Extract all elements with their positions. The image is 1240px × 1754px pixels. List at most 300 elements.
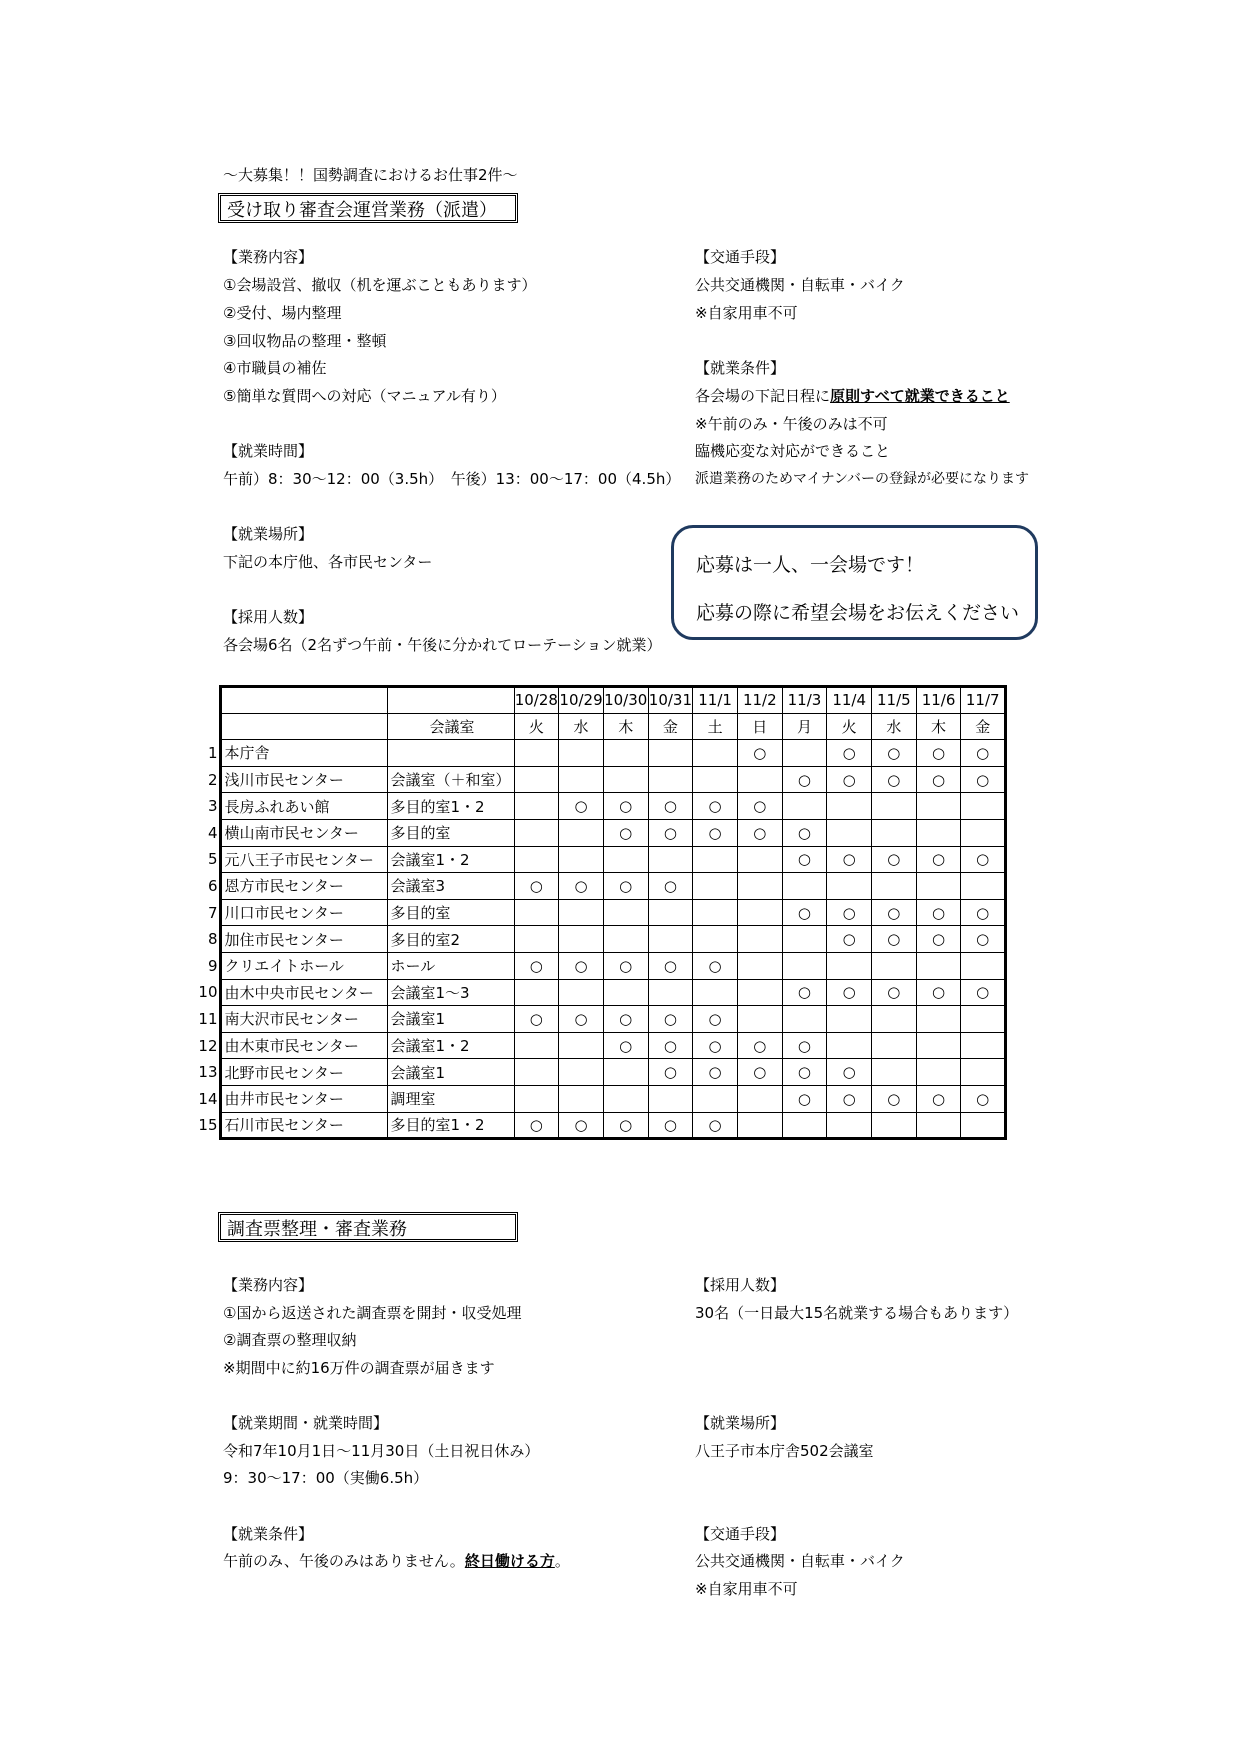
available-mark: ○ bbox=[961, 979, 1006, 1006]
empty-cell bbox=[737, 873, 782, 900]
available-mark: ○ bbox=[782, 1059, 827, 1086]
available-mark: ○ bbox=[916, 899, 961, 926]
empty-cell bbox=[514, 819, 559, 846]
date-header: 10/31 bbox=[648, 687, 693, 714]
job2-period: 令和7年10月1日～11月30日（土日祝日休み） bbox=[223, 1442, 540, 1460]
empty-cell bbox=[737, 1112, 782, 1139]
venue-room: 調理室 bbox=[387, 1085, 514, 1112]
empty-cell bbox=[514, 740, 559, 767]
available-mark: ○ bbox=[603, 1112, 648, 1139]
empty-cell bbox=[648, 766, 693, 793]
empty-cell bbox=[559, 766, 604, 793]
empty-cell bbox=[916, 873, 961, 900]
job2-conditions-emphasis: 終日働ける方 bbox=[464, 1552, 555, 1570]
weekday-header: 日 bbox=[737, 713, 782, 740]
empty-cell bbox=[559, 1059, 604, 1086]
empty-cell bbox=[782, 873, 827, 900]
available-mark: ○ bbox=[961, 899, 1006, 926]
job2-place-heading: 【就業場所】 bbox=[695, 1414, 786, 1432]
venue-header-blank bbox=[220, 687, 387, 714]
venue-room: 多目的室 bbox=[387, 819, 514, 846]
empty-cell bbox=[514, 1059, 559, 1086]
empty-cell bbox=[872, 1059, 917, 1086]
job2-hours: 9：30～17：00（実働6.5h） bbox=[223, 1469, 429, 1487]
empty-cell bbox=[514, 899, 559, 926]
empty-cell bbox=[559, 1032, 604, 1059]
available-mark: ○ bbox=[872, 979, 917, 1006]
available-mark: ○ bbox=[916, 740, 961, 767]
weekday-header: 金 bbox=[961, 713, 1006, 740]
available-mark: ○ bbox=[559, 793, 604, 820]
empty-cell bbox=[872, 873, 917, 900]
available-mark: ○ bbox=[693, 952, 738, 979]
available-mark: ○ bbox=[961, 740, 1006, 767]
date-header: 11/4 bbox=[827, 687, 872, 714]
available-mark: ○ bbox=[872, 899, 917, 926]
row-number: 6 bbox=[207, 876, 218, 895]
schedule-row bbox=[198, 1032, 1006, 1059]
empty-cell bbox=[603, 926, 648, 953]
available-mark: ○ bbox=[648, 819, 693, 846]
venue-name: 恩方市民センター bbox=[220, 873, 387, 900]
venue-name: 由木東市民センター bbox=[220, 1032, 387, 1059]
schedule-row bbox=[198, 1112, 1006, 1139]
available-mark: ○ bbox=[916, 926, 961, 953]
row-number: 8 bbox=[207, 930, 218, 949]
venue-name: 長房ふれあい館 bbox=[220, 793, 387, 820]
empty-cell bbox=[648, 740, 693, 767]
date-header: 11/2 bbox=[737, 687, 782, 714]
job2-duty-3: ※期間中に約16万件の調査票が届きます bbox=[223, 1359, 495, 1377]
job2-duty-1: ①国から返送された調査票を開封・収受処理 bbox=[223, 1304, 522, 1322]
empty-cell bbox=[648, 926, 693, 953]
empty-cell bbox=[827, 873, 872, 900]
empty-cell bbox=[603, 740, 648, 767]
row-number: 13 bbox=[198, 1063, 218, 1082]
available-mark: ○ bbox=[737, 740, 782, 767]
empty-cell bbox=[827, 1032, 872, 1059]
venue-room: ホール bbox=[387, 952, 514, 979]
schedule-row bbox=[198, 846, 1006, 873]
available-mark: ○ bbox=[514, 1112, 559, 1139]
weekday-header: 水 bbox=[559, 713, 604, 740]
venue-room: 多目的室1・2 bbox=[387, 793, 514, 820]
available-mark: ○ bbox=[737, 1032, 782, 1059]
header-line: ～大募集！！国勢調査におけるお仕事2件～ bbox=[223, 166, 518, 184]
empty-cell bbox=[648, 979, 693, 1006]
empty-cell bbox=[916, 1059, 961, 1086]
job1-duty-5: ⑤簡単な質問への対応（マニュアル有り） bbox=[223, 387, 506, 405]
application-callout bbox=[671, 525, 1038, 640]
empty-cell bbox=[737, 766, 782, 793]
available-mark: ○ bbox=[782, 846, 827, 873]
job2-conditions-heading: 【就業条件】 bbox=[223, 1525, 314, 1543]
venue-header-blank bbox=[220, 713, 387, 740]
job2-place: 八王子市本庁舎502会議室 bbox=[695, 1442, 874, 1460]
job1-hours-heading: 【就業時間】 bbox=[223, 442, 314, 460]
row-number-blank bbox=[198, 713, 220, 740]
available-mark: ○ bbox=[648, 1006, 693, 1033]
empty-cell bbox=[514, 926, 559, 953]
weekday-header: 木 bbox=[603, 713, 648, 740]
venue-name: 南大沢市民センター bbox=[220, 1006, 387, 1033]
schedule-row bbox=[198, 952, 1006, 979]
available-mark: ○ bbox=[693, 793, 738, 820]
empty-cell bbox=[872, 952, 917, 979]
venue-name: 横山南市民センター bbox=[220, 819, 387, 846]
available-mark: ○ bbox=[872, 766, 917, 793]
available-mark: ○ bbox=[514, 873, 559, 900]
schedule-row bbox=[198, 873, 1006, 900]
venue-name: 加住市民センター bbox=[220, 926, 387, 953]
job2-conditions-suffix: 。 bbox=[554, 1552, 570, 1570]
row-number: 7 bbox=[207, 903, 218, 922]
available-mark: ○ bbox=[827, 740, 872, 767]
available-mark: ○ bbox=[872, 846, 917, 873]
empty-cell bbox=[916, 1112, 961, 1139]
venue-room: 会議室1～3 bbox=[387, 979, 514, 1006]
available-mark: ○ bbox=[872, 926, 917, 953]
job1-place-heading: 【就業場所】 bbox=[223, 525, 314, 543]
row-number-blank bbox=[198, 687, 220, 714]
job1-hires-heading: 【採用人数】 bbox=[223, 608, 314, 626]
venue-room: 会議室1・2 bbox=[387, 1032, 514, 1059]
venue-name: 浅川市民センター bbox=[220, 766, 387, 793]
empty-cell bbox=[782, 740, 827, 767]
schedule-date-row bbox=[198, 687, 1006, 714]
available-mark: ○ bbox=[648, 1032, 693, 1059]
row-number: 9 bbox=[207, 956, 218, 975]
available-mark: ○ bbox=[916, 1085, 961, 1112]
schedule-row bbox=[198, 1059, 1006, 1086]
job2-duties-heading: 【業務内容】 bbox=[223, 1276, 314, 1294]
empty-cell bbox=[827, 1006, 872, 1033]
job1-transport: 公共交通機関・自転車・バイク bbox=[695, 276, 905, 294]
empty-cell bbox=[737, 1085, 782, 1112]
job2-hires-heading: 【採用人数】 bbox=[695, 1276, 786, 1294]
available-mark: ○ bbox=[737, 1059, 782, 1086]
job1-conditions-line1 bbox=[695, 386, 1010, 406]
job1-conditions-line3: 臨機応変な対応ができること bbox=[695, 442, 891, 460]
empty-cell bbox=[872, 819, 917, 846]
schedule-row bbox=[198, 899, 1006, 926]
job1-transport-note: ※自家用車不可 bbox=[695, 304, 798, 322]
available-mark: ○ bbox=[603, 873, 648, 900]
row-number: 10 bbox=[198, 983, 218, 1002]
empty-cell bbox=[916, 793, 961, 820]
available-mark: ○ bbox=[916, 766, 961, 793]
row-number: 14 bbox=[198, 1089, 218, 1108]
conditions-prefix: 各会場の下記日程に bbox=[695, 387, 831, 405]
date-header: 11/7 bbox=[961, 687, 1006, 714]
empty-cell bbox=[961, 793, 1006, 820]
empty-cell bbox=[961, 1059, 1006, 1086]
date-header: 11/1 bbox=[693, 687, 738, 714]
empty-cell bbox=[559, 846, 604, 873]
schedule-row bbox=[198, 926, 1006, 953]
job1-conditions-line2: ※午前のみ・午後のみは不可 bbox=[695, 415, 888, 433]
job1-transport-heading: 【交通手段】 bbox=[695, 248, 786, 266]
job2-transport-heading: 【交通手段】 bbox=[695, 1525, 786, 1543]
empty-cell bbox=[872, 793, 917, 820]
available-mark: ○ bbox=[916, 846, 961, 873]
empty-cell bbox=[648, 899, 693, 926]
empty-cell bbox=[648, 1085, 693, 1112]
available-mark: ○ bbox=[827, 979, 872, 1006]
empty-cell bbox=[603, 1085, 648, 1112]
empty-cell bbox=[872, 1006, 917, 1033]
available-mark: ○ bbox=[827, 846, 872, 873]
empty-cell bbox=[916, 1032, 961, 1059]
job1-title: 受け取り審査会運営業務（派遣） bbox=[218, 193, 518, 223]
empty-cell bbox=[961, 819, 1006, 846]
empty-cell bbox=[961, 1032, 1006, 1059]
empty-cell bbox=[782, 1006, 827, 1033]
empty-cell bbox=[693, 766, 738, 793]
available-mark: ○ bbox=[603, 952, 648, 979]
empty-cell bbox=[782, 926, 827, 953]
empty-cell bbox=[603, 1059, 648, 1086]
available-mark: ○ bbox=[648, 1112, 693, 1139]
venue-room: 会議室1・2 bbox=[387, 846, 514, 873]
available-mark: ○ bbox=[961, 846, 1006, 873]
available-mark: ○ bbox=[693, 1006, 738, 1033]
empty-cell bbox=[737, 979, 782, 1006]
empty-cell bbox=[693, 979, 738, 1006]
available-mark: ○ bbox=[961, 766, 1006, 793]
weekday-header: 土 bbox=[693, 713, 738, 740]
available-mark: ○ bbox=[737, 819, 782, 846]
empty-cell bbox=[603, 846, 648, 873]
job1-conditions-line4: 派遣業務のためマイナンバーの登録が必要になります bbox=[695, 471, 1030, 487]
empty-cell bbox=[514, 1085, 559, 1112]
job1-conditions-heading: 【就業条件】 bbox=[695, 359, 786, 377]
available-mark: ○ bbox=[603, 1032, 648, 1059]
venue-room bbox=[387, 740, 514, 767]
job2-transport: 公共交通機関・自転車・バイク bbox=[695, 1552, 905, 1570]
available-mark: ○ bbox=[782, 766, 827, 793]
row-number: 15 bbox=[198, 1116, 218, 1135]
empty-cell bbox=[872, 1032, 917, 1059]
row-number: 1 bbox=[207, 743, 218, 762]
job2-period-heading: 【就業期間・就業時間】 bbox=[223, 1414, 389, 1432]
empty-cell bbox=[737, 899, 782, 926]
weekday-header: 月 bbox=[782, 713, 827, 740]
available-mark: ○ bbox=[737, 793, 782, 820]
empty-cell bbox=[693, 1085, 738, 1112]
available-mark: ○ bbox=[827, 926, 872, 953]
available-mark: ○ bbox=[648, 952, 693, 979]
callout-line-2: 応募の際に希望会場をお伝えください bbox=[696, 602, 1020, 624]
available-mark: ○ bbox=[693, 1059, 738, 1086]
empty-cell bbox=[514, 1032, 559, 1059]
empty-cell bbox=[916, 819, 961, 846]
available-mark: ○ bbox=[827, 899, 872, 926]
venue-room: 会議室1 bbox=[387, 1059, 514, 1086]
venue-name: 由井市民センター bbox=[220, 1085, 387, 1112]
room-header-blank bbox=[387, 687, 514, 714]
available-mark: ○ bbox=[827, 1059, 872, 1086]
empty-cell bbox=[559, 926, 604, 953]
schedule-row bbox=[198, 819, 1006, 846]
empty-cell bbox=[782, 793, 827, 820]
weekday-header: 火 bbox=[514, 713, 559, 740]
venue-schedule-table bbox=[198, 685, 1007, 1140]
date-header: 10/30 bbox=[603, 687, 648, 714]
row-number: 12 bbox=[198, 1036, 218, 1055]
job2-title: 調査票整理・審査業務 bbox=[218, 1212, 518, 1242]
empty-cell bbox=[827, 819, 872, 846]
available-mark: ○ bbox=[693, 819, 738, 846]
empty-cell bbox=[827, 952, 872, 979]
row-number: 11 bbox=[198, 1009, 218, 1028]
empty-cell bbox=[782, 1112, 827, 1139]
venue-room: 会議室（＋和室） bbox=[387, 766, 514, 793]
venue-name: 北野市民センター bbox=[220, 1059, 387, 1086]
weekday-header: 金 bbox=[648, 713, 693, 740]
available-mark: ○ bbox=[872, 1085, 917, 1112]
job1-hours: 午前）8：30～12：00（3.5h） 午後）13：00～17：00（4.5h） bbox=[223, 470, 681, 488]
date-header: 11/3 bbox=[782, 687, 827, 714]
available-mark: ○ bbox=[648, 873, 693, 900]
row-number: 3 bbox=[207, 797, 218, 816]
empty-cell bbox=[603, 899, 648, 926]
date-header: 10/28 bbox=[514, 687, 559, 714]
weekday-header: 火 bbox=[827, 713, 872, 740]
empty-cell bbox=[872, 1112, 917, 1139]
schedule-row bbox=[198, 793, 1006, 820]
available-mark: ○ bbox=[559, 1112, 604, 1139]
empty-cell bbox=[648, 846, 693, 873]
available-mark: ○ bbox=[782, 819, 827, 846]
available-mark: ○ bbox=[603, 793, 648, 820]
venue-room: 多目的室 bbox=[387, 899, 514, 926]
empty-cell bbox=[603, 766, 648, 793]
available-mark: ○ bbox=[648, 1059, 693, 1086]
venue-name: 元八王子市民センター bbox=[220, 846, 387, 873]
empty-cell bbox=[961, 873, 1006, 900]
available-mark: ○ bbox=[559, 952, 604, 979]
empty-cell bbox=[827, 793, 872, 820]
schedule-row bbox=[198, 1006, 1006, 1033]
job2-hires: 30名（一日最大15名就業する場合もあります） bbox=[695, 1304, 1019, 1322]
job2-transport-note: ※自家用車不可 bbox=[695, 1580, 798, 1598]
available-mark: ○ bbox=[603, 1006, 648, 1033]
empty-cell bbox=[603, 979, 648, 1006]
venue-name: 由木中央市民センター bbox=[220, 979, 387, 1006]
job1-place: 下記の本庁他、各市民センター bbox=[223, 553, 433, 571]
date-header: 11/5 bbox=[872, 687, 917, 714]
schedule-row bbox=[198, 979, 1006, 1006]
venue-name: 本庁舎 bbox=[220, 740, 387, 767]
available-mark: ○ bbox=[782, 899, 827, 926]
job2-conditions bbox=[223, 1551, 570, 1571]
available-mark: ○ bbox=[514, 952, 559, 979]
available-mark: ○ bbox=[559, 1006, 604, 1033]
empty-cell bbox=[737, 926, 782, 953]
empty-cell bbox=[693, 899, 738, 926]
schedule-row bbox=[198, 740, 1006, 767]
empty-cell bbox=[827, 1112, 872, 1139]
schedule-row bbox=[198, 766, 1006, 793]
job2-duty-2: ②調査票の整理収納 bbox=[223, 1331, 357, 1349]
job1-duty-2: ②受付、場内整理 bbox=[223, 304, 342, 322]
venue-room: 多目的室2 bbox=[387, 926, 514, 953]
empty-cell bbox=[559, 899, 604, 926]
available-mark: ○ bbox=[782, 1085, 827, 1112]
empty-cell bbox=[961, 1112, 1006, 1139]
empty-cell bbox=[961, 1006, 1006, 1033]
empty-cell bbox=[514, 979, 559, 1006]
empty-cell bbox=[559, 979, 604, 1006]
available-mark: ○ bbox=[782, 979, 827, 1006]
job1-duty-4: ④市職員の補佐 bbox=[223, 359, 327, 377]
empty-cell bbox=[559, 740, 604, 767]
available-mark: ○ bbox=[872, 740, 917, 767]
job1-duty-3: ③回収物品の整理・整頓 bbox=[223, 332, 387, 350]
row-number: 5 bbox=[207, 850, 218, 869]
callout-line-1: 応募は一人、一会場です！ bbox=[696, 554, 925, 576]
job1-duty-1: ①会場設営、撤収（机を運ぶこともあります） bbox=[223, 276, 537, 294]
available-mark: ○ bbox=[961, 1085, 1006, 1112]
available-mark: ○ bbox=[827, 1085, 872, 1112]
empty-cell bbox=[916, 1006, 961, 1033]
venue-room: 多目的室1・2 bbox=[387, 1112, 514, 1139]
venue-name: 川口市民センター bbox=[220, 899, 387, 926]
schedule-weekday-row bbox=[198, 713, 1006, 740]
date-header: 10/29 bbox=[559, 687, 604, 714]
job1-duties-heading: 【業務内容】 bbox=[223, 248, 314, 266]
available-mark: ○ bbox=[693, 1112, 738, 1139]
row-number: 2 bbox=[207, 770, 218, 789]
empty-cell bbox=[693, 846, 738, 873]
available-mark: ○ bbox=[961, 926, 1006, 953]
empty-cell bbox=[514, 793, 559, 820]
date-header: 11/6 bbox=[916, 687, 961, 714]
empty-cell bbox=[782, 952, 827, 979]
empty-cell bbox=[559, 1085, 604, 1112]
available-mark: ○ bbox=[782, 1032, 827, 1059]
available-mark: ○ bbox=[514, 1006, 559, 1033]
job1-hires: 各会場6名（2名ずつ午前・午後に分かれてローテーション就業） bbox=[223, 636, 662, 654]
room-header: 会議室 bbox=[387, 713, 514, 740]
row-number: 4 bbox=[207, 823, 218, 842]
venue-name: 石川市民センター bbox=[220, 1112, 387, 1139]
weekday-header: 木 bbox=[916, 713, 961, 740]
empty-cell bbox=[737, 952, 782, 979]
job2-conditions-prefix: 午前のみ、午後のみはありません。 bbox=[223, 1552, 465, 1570]
empty-cell bbox=[693, 873, 738, 900]
available-mark: ○ bbox=[693, 1032, 738, 1059]
weekday-header: 水 bbox=[872, 713, 917, 740]
venue-name: クリエイトホール bbox=[220, 952, 387, 979]
empty-cell bbox=[514, 846, 559, 873]
schedule-row bbox=[198, 1085, 1006, 1112]
empty-cell bbox=[961, 952, 1006, 979]
empty-cell bbox=[737, 1006, 782, 1033]
empty-cell bbox=[916, 952, 961, 979]
empty-cell bbox=[514, 766, 559, 793]
venue-room: 会議室1 bbox=[387, 1006, 514, 1033]
venue-room: 会議室3 bbox=[387, 873, 514, 900]
available-mark: ○ bbox=[916, 979, 961, 1006]
available-mark: ○ bbox=[603, 819, 648, 846]
empty-cell bbox=[559, 819, 604, 846]
empty-cell bbox=[737, 846, 782, 873]
empty-cell bbox=[693, 926, 738, 953]
available-mark: ○ bbox=[648, 793, 693, 820]
conditions-emphasis: 原則すべて就業できること bbox=[830, 387, 1010, 405]
